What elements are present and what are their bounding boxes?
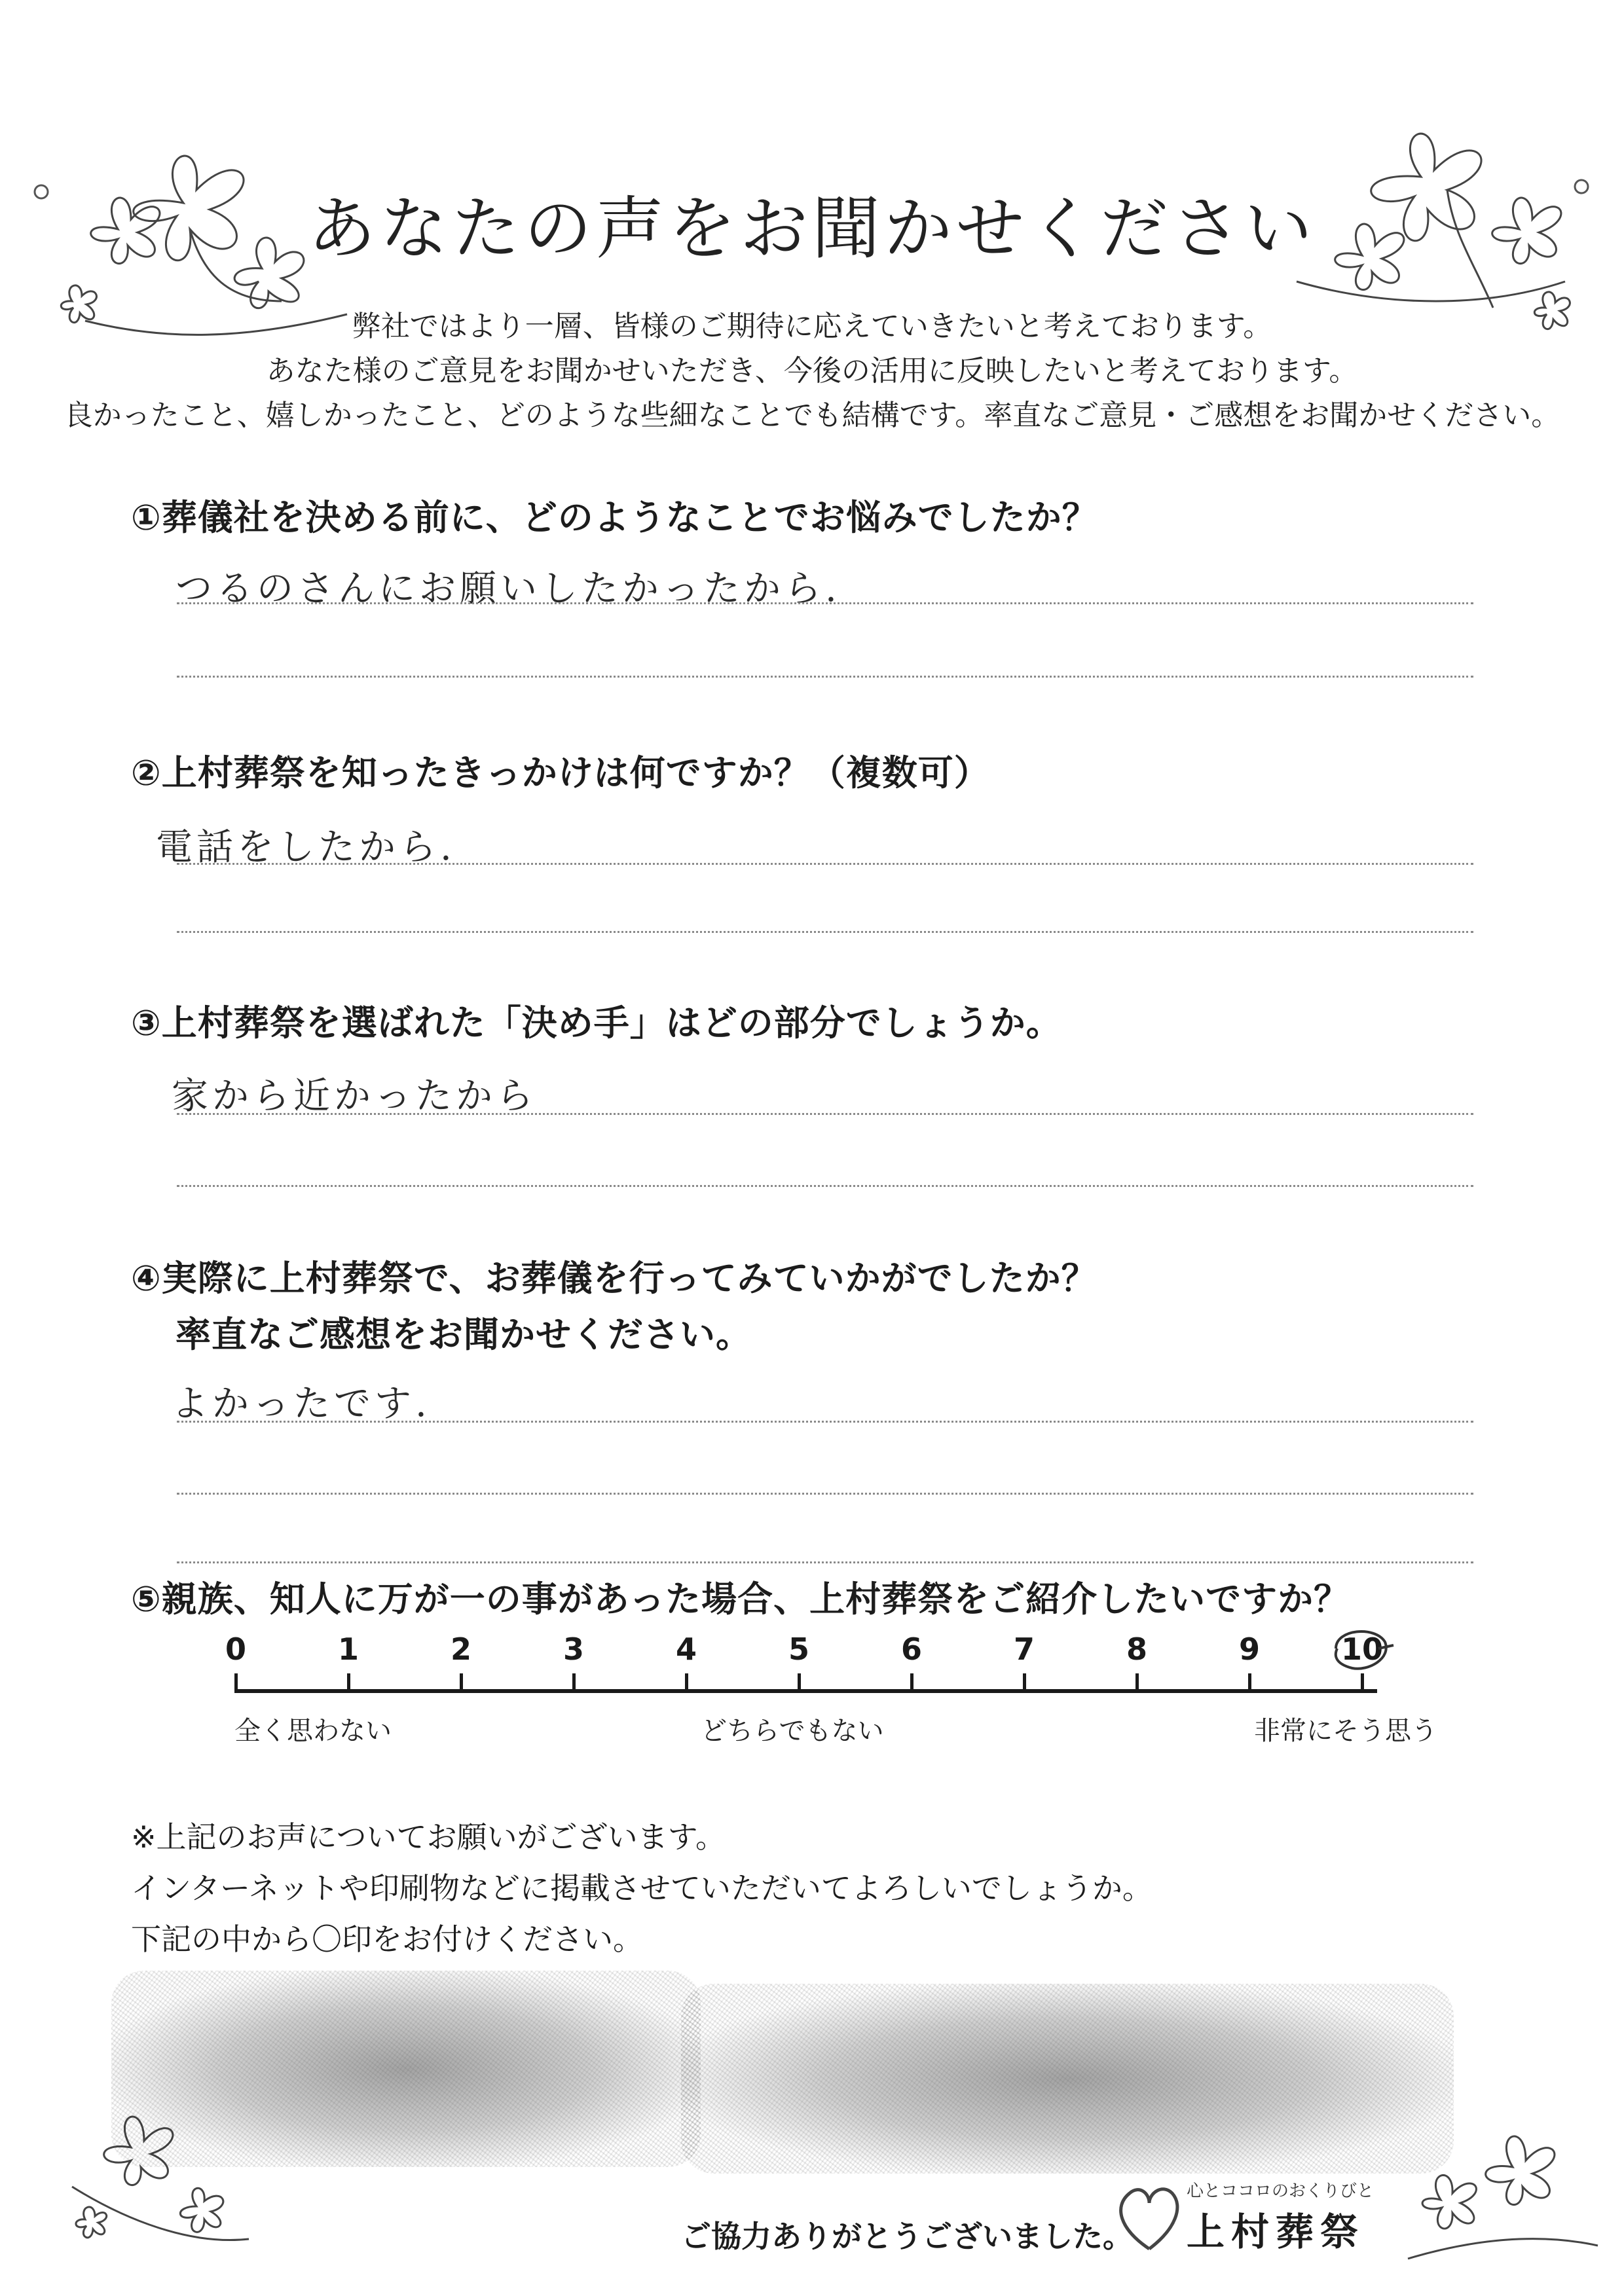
answer-1[interactable]: つるのさんにお願いしたかったから. [175,568,841,610]
scale-option-5[interactable]: 5 [788,1631,809,1667]
page-title: あなたの声をお聞かせください [307,189,1316,268]
scale-tick [798,1673,801,1692]
scale-option-6[interactable]: 6 [900,1631,922,1667]
scale-tick [1135,1673,1139,1692]
scale-option-10[interactable]: 10 [1340,1631,1383,1667]
intro-line-1: 弊社ではより一層、皆様のご期待に応えていきたいと考えております。 [352,310,1272,343]
answer-line [177,1185,1473,1187]
scale-mid-label: どちらでもない [701,1716,884,1746]
answer-line [177,931,1473,933]
question-1: ①葬儀社を決める前に、どのようなことでお悩みでしたか？ [131,497,1098,538]
scale-option-2[interactable]: 2 [450,1631,471,1667]
thanks-message: ご協力ありがとうございました。 [681,2219,1133,2254]
heart-logo-icon [1113,2177,1185,2255]
scale-option-4[interactable]: 4 [675,1631,697,1667]
intro-line-2: あなた様のご意見をお聞かせいただき、今後の活用に反映したいと考えております。 [266,354,1358,388]
intro-line-3: 良かったこと、嬉しかったこと、どのような些細なことでも結構です。率直なご意見・ご感想をお聞かせください。 [64,399,1560,432]
scale-tick [1023,1673,1026,1692]
answer-line [177,1561,1473,1563]
note-line-2: インターネットや印刷物などに掲載させていただいてよろしいでしょうか。 [131,1870,1153,1906]
question-5: ⑤親族、知人に万が一の事があった場合、上村葬祭をご紹介したいですか？ [131,1578,1350,1620]
selected-rating-circle-icon [1323,1622,1395,1681]
redacted-area-right [681,1984,1454,2174]
question-3: ③上村葬祭を選ばれた「決め手」はどの部分でしょうか。 [131,1002,1062,1044]
answer-line [177,863,1473,865]
scale-tick [685,1673,688,1692]
note-line-3: 下記の中から〇印をお付けください。 [131,1922,643,1957]
scale-option-0[interactable]: 0 [225,1631,246,1667]
redacted-area-left [111,1971,701,2167]
note-line-1: ※上記のお声についてお願いがございます。 [131,1819,726,1855]
scale-low-label: 全く思わない [234,1716,392,1746]
scale-option-9[interactable]: 9 [1238,1631,1260,1667]
scale-tick [460,1673,463,1692]
scale-tick [1248,1673,1251,1692]
scale-option-1[interactable]: 1 [337,1631,359,1667]
answer-3[interactable]: 家から近かったから [172,1075,537,1118]
rating-scale-line [234,1689,1377,1693]
brand-logo: 上村葬祭 [1187,2210,1365,2254]
scale-tick [234,1673,238,1692]
scale-option-3[interactable]: 3 [563,1631,584,1667]
answer-4[interactable]: よかったです. [172,1383,431,1425]
answer-line [177,1113,1473,1115]
answer-line [177,602,1473,604]
scale-tick [347,1673,350,1692]
scale-option-8[interactable]: 8 [1126,1631,1147,1667]
scale-tick [572,1673,576,1692]
question-4-line-2: 率直なご感想をお聞かせください。 [175,1314,752,1355]
answer-line [177,676,1473,678]
question-4: ④実際に上村葬祭で、お葬儀を行ってみていかがでしたか？ [131,1258,1098,1299]
answer-line [177,1493,1473,1495]
scale-high-label: 非常にそう思う [1254,1716,1437,1746]
brand-tagline: 心とココロのおくりびと [1187,2181,1375,2201]
answer-2[interactable]: 電話をしたから. [156,826,456,869]
scale-tick [910,1673,913,1692]
question-2: ②上村葬祭を知ったきっかけは何ですか？（複数可） [131,752,990,793]
answer-line [177,1421,1473,1423]
scale-option-7[interactable]: 7 [1013,1631,1035,1667]
